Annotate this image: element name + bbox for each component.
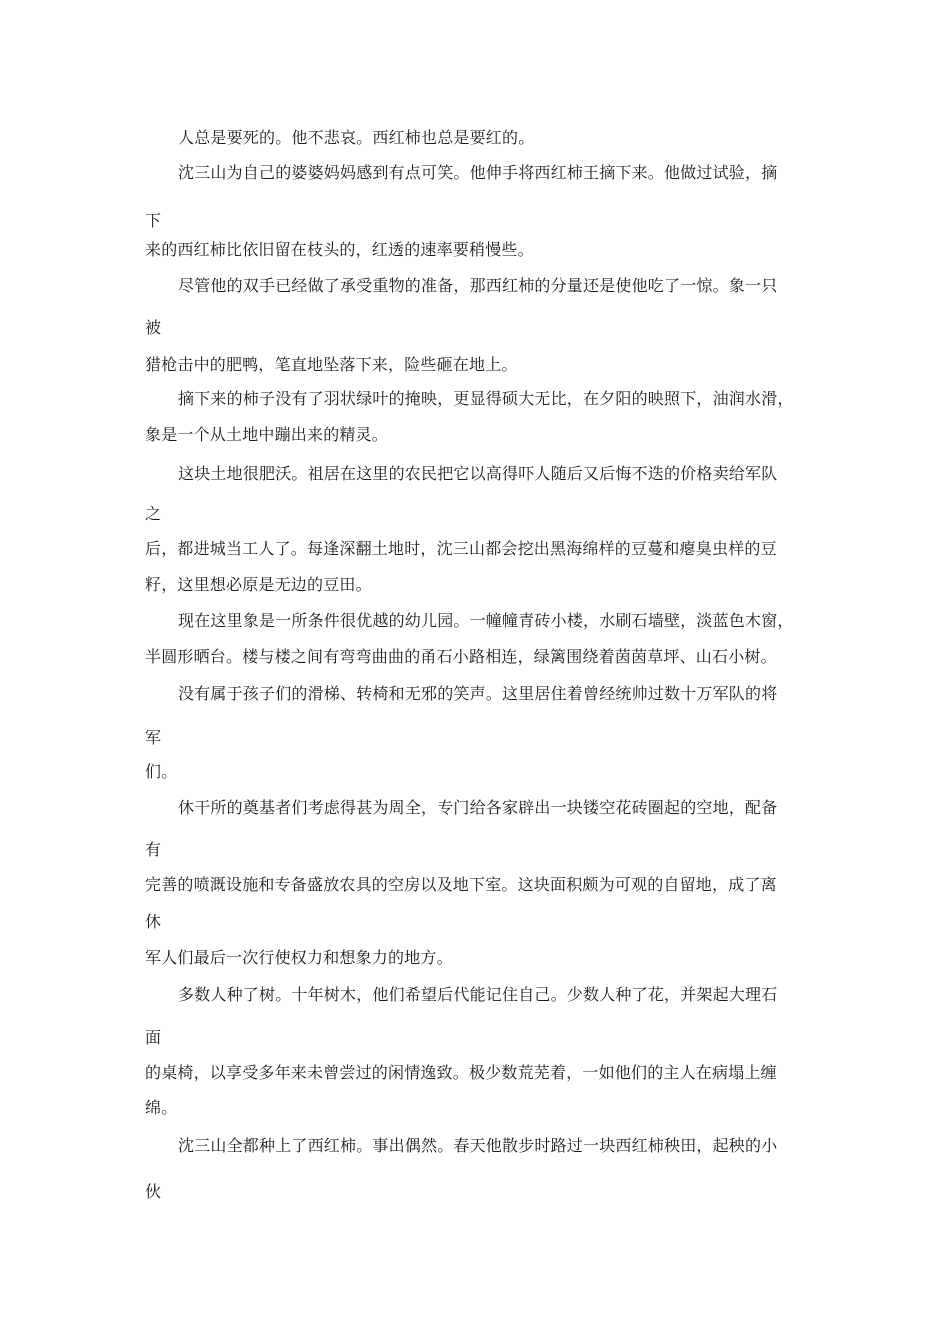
text-line: 绵。 [145, 1098, 178, 1117]
text-line: 象是一个从土地中蹦出来的精灵。 [145, 425, 389, 444]
text-line: 来的西红柿比依旧留在枝头的，红透的速率要稍慢些。 [145, 240, 534, 259]
text-line: 没有属于孩子们的滑梯、转椅和无邪的笑声。这里居住着曾经统帅过数十万军队的将 [178, 684, 778, 703]
text-line: 有 [145, 840, 162, 859]
text-line: 被 [145, 318, 162, 337]
text-line: 沈三山为自己的婆婆妈妈感到有点可笑。他伸手将西红柿王摘下来。他做过试验，摘 [178, 163, 778, 182]
text-line: 伙 [145, 1182, 162, 1201]
text-line: 摘下来的柿子没有了羽状绿叶的掩映，更显得硕大无比，在夕阳的映照下，油润水滑， [178, 389, 794, 408]
text-line: 后，都进城当工人了。每逢深翻土地时，沈三山都会挖出黑海绵样的豆蔓和瘪臭虫样的豆 [145, 539, 777, 558]
text-line: 的桌椅，以享受多年来未曾尝过的闲情逸致。极少数荒芜着，一如他们的主人在病塌上缠 [145, 1063, 777, 1082]
text-line: 休干所的奠基者们考虑得甚为周全，专门给各家辟出一块镂空花砖圈起的空地，配备 [178, 798, 778, 817]
text-line: 多数人种了树。十年树木，他们希望后代能记住自己。少数人种了花，并架起大理石 [178, 985, 778, 1004]
text-line: 尽管他的双手已经做了承受重物的准备，那西红柿的分量还是使他吃了一惊。象一只 [178, 276, 778, 295]
text-line: 下 [145, 211, 162, 230]
text-line: 沈三山全都种上了西红柿。事出偶然。春天他散步时路过一块西红柿秧田，起秧的小 [178, 1136, 778, 1155]
text-line: 半圆形晒台。楼与楼之间有弯弯曲曲的甬石小路相连，绿篱围绕着茵茵草坪、山石小树。 [145, 647, 777, 666]
text-line: 这块土地很肥沃。祖居在这里的农民把它以高得吓人随后又后悔不迭的价格卖给军队 [178, 464, 778, 483]
text-line: 军 [145, 728, 162, 747]
text-line: 籽，这里想必原是无边的豆田。 [145, 575, 372, 594]
text-line: 休 [145, 912, 162, 931]
text-line: 军人们最后一次行使权力和想象力的地方。 [145, 948, 453, 967]
text-line: 面 [145, 1028, 162, 1047]
text-line: 人总是要死的。他不悲哀。西红柿也总是要红的。 [178, 128, 535, 147]
text-line: 现在这里象是一所条件很优越的幼儿园。一幢幢青砖小楼，水刷石墙壁，淡蓝色木窗， [178, 611, 794, 630]
text-line: 猎枪击中的肥鸭，笔直地坠落下来，险些砸在地上。 [145, 355, 518, 374]
text-line: 之 [145, 504, 162, 523]
text-line: 完善的喷溉设施和专备盛放农具的空房以及地下室。这块面积颇为可观的自留地，成了离 [145, 875, 777, 894]
text-line: 们。 [145, 762, 178, 781]
